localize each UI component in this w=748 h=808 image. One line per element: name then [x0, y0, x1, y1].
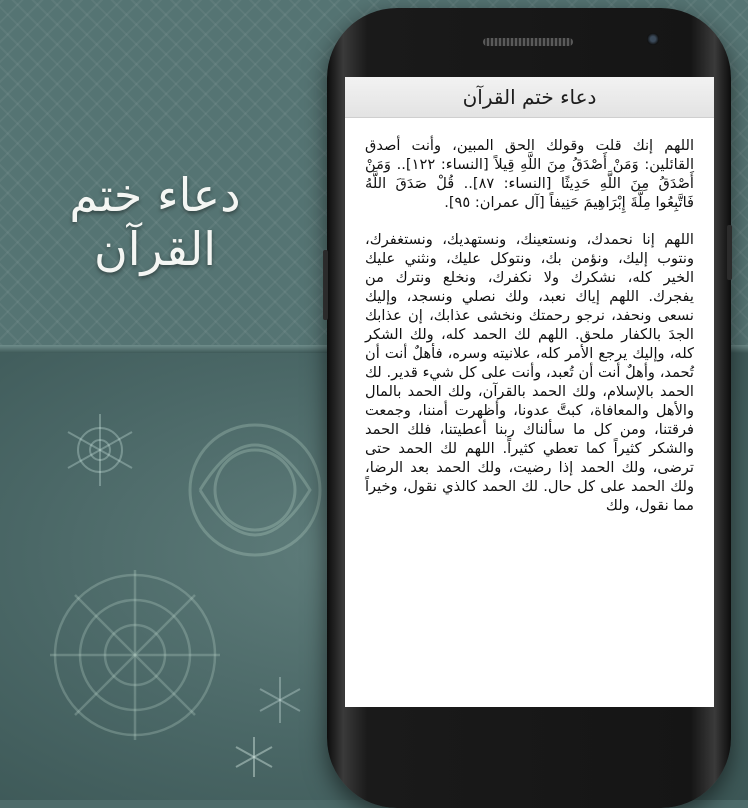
prayer-paragraph: اللهم إنا نحمدك، ونستعينك، ونستهديك، ونستغفرك، ونتوب إليك، ونؤمن بك، ونتوكل عليك، ونثني عليك الخير كله، نشكرك ولا نكفرك، ونخلع ونترك من يفجرك. اللهم إياك نعبد، ولك نصلي ونسجد، وإليك نسعى ونحفد، نرجو رحمتك ونخشى عذابك، إن عذابك الجدَ بالكفار ملحق. اللهم لك الحمد كله، ولك الشكر كله، وإليك يرجع الأمر كله، علانيته وسره، فأهلٌ أنت أن تُحمد، وأهلٌ أنت أن تُعبد، وأنت على كل شيء قدير. لك الحمد بالإسلام، ولك الحمد بالقرآن، ولك الحمد بالمال والأهل والمعافاة، كبتَّ عدونا، وأظهرت أمننا، وجمعت فرقتنا، ومن كل ما سألناك ربنا أعطيتنا، فلك الحمد والشكر كثيراً كما تعطي كثيراً. اللهم لك الحمد حتى ترضى، ولك الحمد إذا رضيت، ولك الحمد بعد الرضا، ولك الحمد على كل حال. لك الحمد كالذي نقول، وخيراً مما نقول، ولك — [365, 231, 694, 514]
volume-button — [323, 250, 328, 320]
power-button — [727, 225, 732, 280]
banner-title: دعاء ختم القرآن — [69, 168, 241, 276]
calligraphy-ornament-icon — [180, 380, 330, 600]
speaker-grille-icon — [483, 38, 573, 46]
camera-icon — [647, 33, 659, 45]
prayer-text-scroll[interactable] — [345, 118, 714, 696]
app-bar-title: دعاء ختم القرآن — [462, 85, 597, 109]
snowflake-corner-icon — [255, 675, 305, 725]
prayer-paragraph: اللهم إنك قلت وقولك الحق المبين، وأنت أصدق القائلين: وَمَنْ أَصْدَقُ مِنَ اللَّهِ قِيلاً [النساء: ١٢٢].. وَمَنْ أَصْدَقُ مِنَ اللَّهِ حَدِيثًا [النساء: ٨٧].. قُلْ صَدَقَ اللَّهُ فَاتَّبِعُوا مِلَّةَ إِبْرَاهِيمَ حَنِيفاً [آل عمران: ٩٥]. — [365, 137, 694, 211]
snowflake-small-icon — [232, 735, 276, 779]
snowflake-ornament-icon — [60, 410, 140, 490]
phone-screen — [345, 77, 714, 707]
app-bar — [345, 77, 714, 118]
